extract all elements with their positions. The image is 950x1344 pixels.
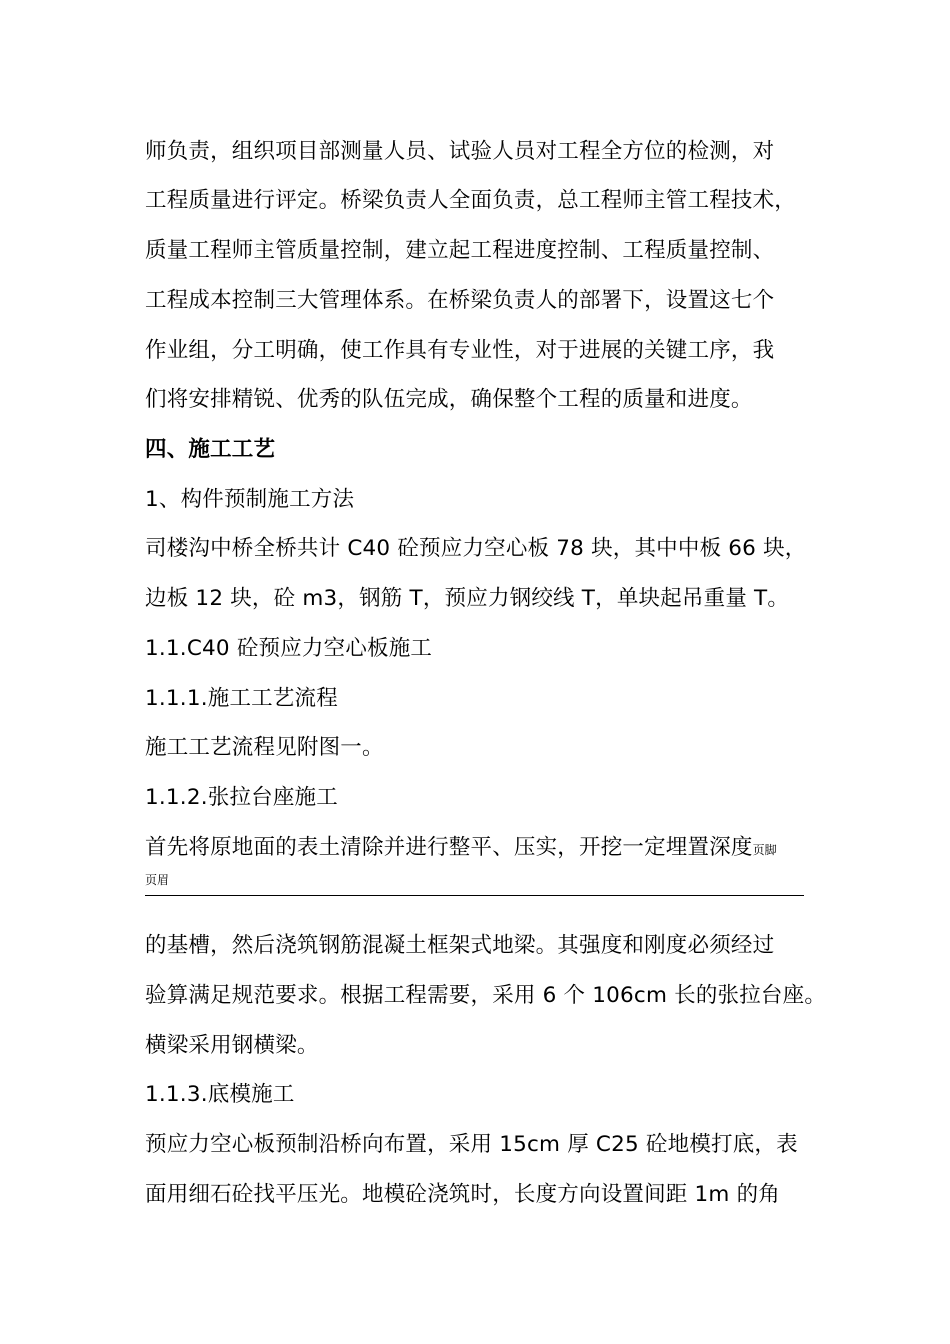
page-divider xyxy=(145,895,804,896)
paragraph-line: 们将安排精锐、优秀的队伍完成，确保整个工程的质量和进度。 xyxy=(145,387,753,412)
sub-heading: 1、构件预制施工方法 xyxy=(145,487,355,512)
paragraph-line: 司楼沟中桥全桥共计 C40 砼预应力空心板 78 块，其中中板 66 块， xyxy=(145,536,807,561)
section-heading: 四、施工工艺 xyxy=(145,437,276,462)
paragraph-line: 工程质量进行评定。桥梁负责人全面负责，总工程师主管工程技术， xyxy=(145,188,797,213)
paragraph-line: 的基槽，然后浇筑钢筋混凝土框架式地梁。其强度和刚度必须经过 xyxy=(145,933,775,958)
paragraph-line: 质量工程师主管质量控制，建立起工程进度控制、工程质量控制、 xyxy=(145,238,775,263)
paragraph-line: 师负责，组织项目部测量人员、试验人员对工程全方位的检测，对 xyxy=(145,139,775,164)
paragraph-line: 横梁采用钢横梁。 xyxy=(145,1033,319,1058)
paragraph-line: 预应力空心板预制沿桥向布置，采用 15cm 厚 C25 砼地模打底，表 xyxy=(145,1132,798,1157)
paragraph-line: 作业组，分工明确，使工作具有专业性，对于进展的关键工序，我 xyxy=(145,338,775,363)
sub-heading: 1.1.C40 砼预应力空心板施工 xyxy=(145,636,433,661)
paragraph-line: 边板 12 块，砼 m3，钢筋 T，预应力钢绞线 T，单块起吊重量 T。 xyxy=(145,586,790,611)
paragraph-line: 面用细石砼找平压光。地模砼浇筑时，长度方向设置间距 1m 的角 xyxy=(145,1182,780,1207)
paragraph-line: 施工工艺流程见附图一。 xyxy=(145,735,384,760)
footer-label: 页脚 xyxy=(752,843,777,857)
sub-heading: 1.1.1.施工工艺流程 xyxy=(145,686,338,711)
sub-heading: 1.1.3.底模施工 xyxy=(145,1082,295,1107)
paragraph-line xyxy=(145,833,777,865)
header-label: 页眉 xyxy=(145,873,170,887)
paragraph-line: 工程成本控制三大管理体系。在桥梁负责人的部署下，设置这七个 xyxy=(145,288,775,313)
paragraph-line: 验算满足规范要求。根据工程需要，采用 6 个 106cm 长的张拉台座。 xyxy=(145,983,827,1008)
paragraph-text: 首先将原地面的表土清除并进行整平、压实，开挖一定埋置深度 xyxy=(145,835,753,860)
sub-heading: 1.1.2.张拉台座施工 xyxy=(145,785,338,810)
